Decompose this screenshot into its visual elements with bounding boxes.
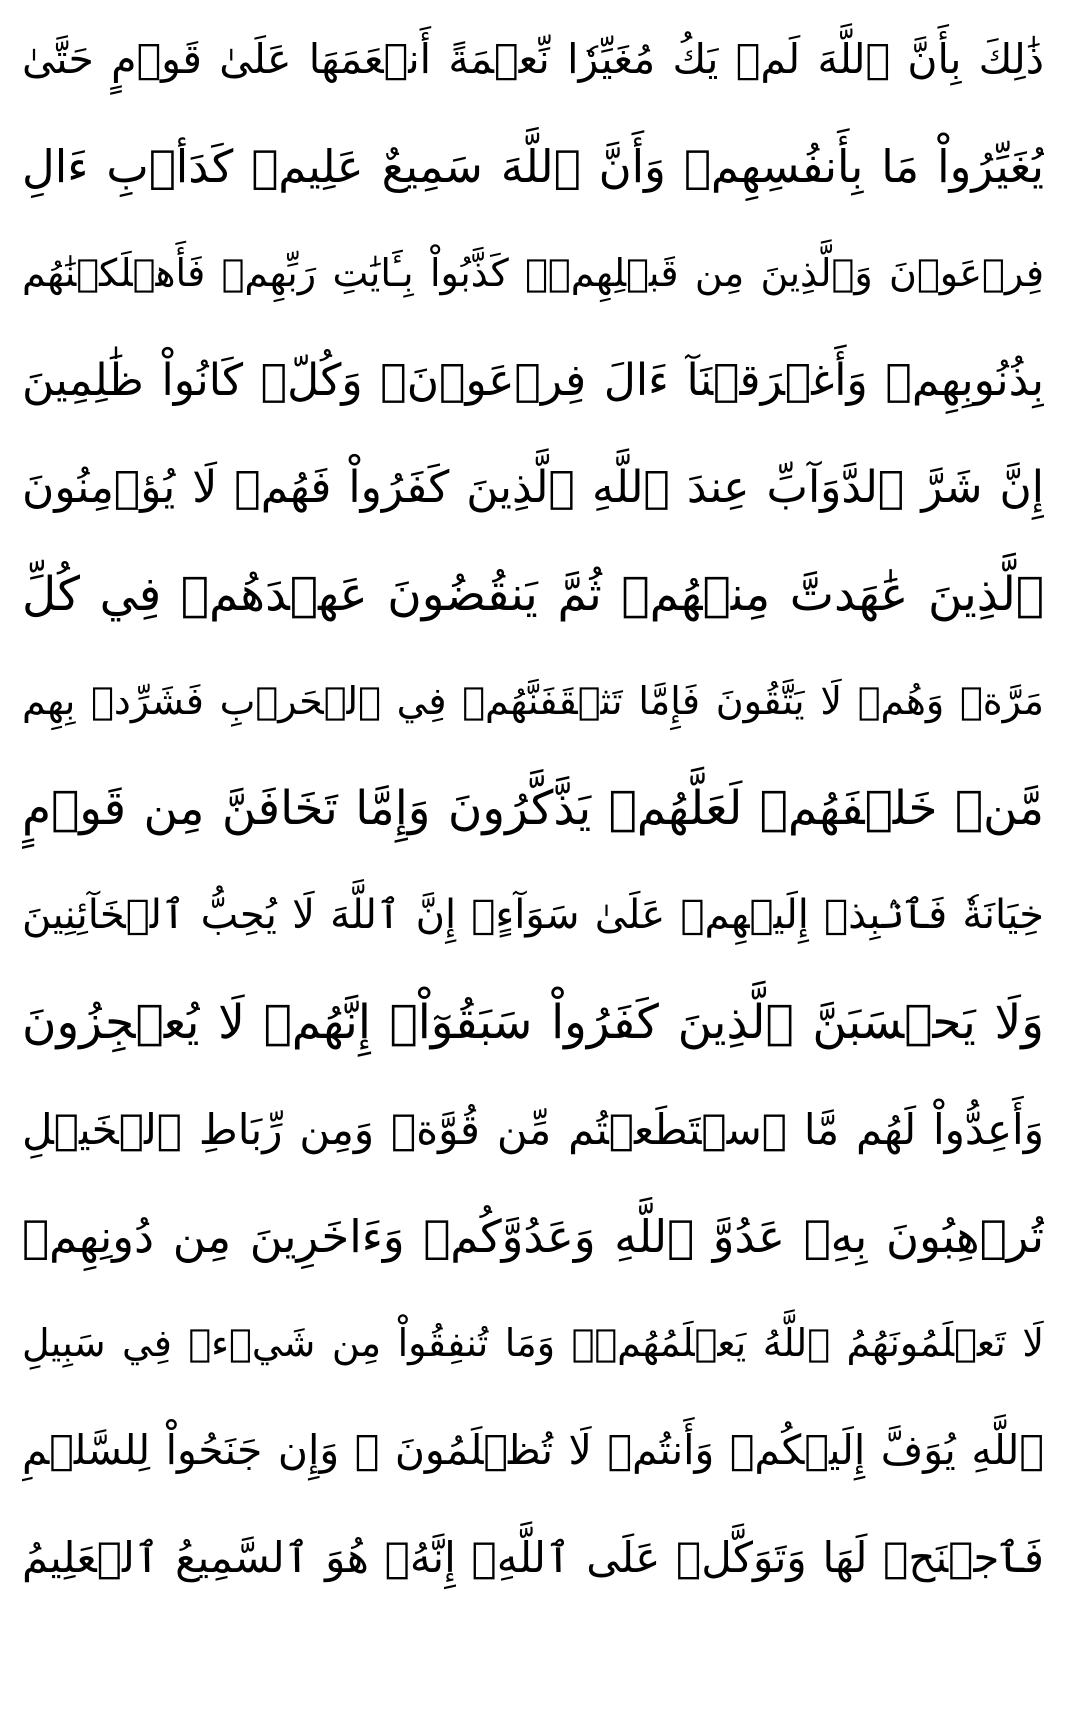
text-line-3: فِرۡعَوۡنَ وَٱلَّذِينَ مِن قَبۡلِهِمۡۚ كَذَّبُواْ بِـَٔايَٰتِ رَبِّهِمۡ فَأَهۡلَكۡنَٰهُم	[22, 251, 1044, 295]
text-line-15: فَٱجۡنَحۡ لَهَا وَتَوَكَّلۡ عَلَى ٱللَّهِۚ إِنَّهُۥ هُوَ ٱلسَّمِيعُ ٱلۡعَلِيمُ	[22, 1533, 1044, 1582]
text-line-13: لَا تَعۡلَمُونَهُمُ ٱللَّهُ يَعۡلَمُهُمۡۚ وَمَا تُنفِقُواْ مِن شَيۡءٖ فِي سَبِيلِ	[22, 1321, 1044, 1365]
text-line-8: مَّنۡ خَلۡفَهُمۡ لَعَلَّهُمۡ يَذَّكَّرُونَ وَإِمَّا تَخَافَنَّ مِن قَوۡمٍ	[22, 781, 1044, 836]
text-line-5: إِنَّ شَرَّ ٱلدَّوَآبِّ عِندَ ٱللَّهِ ٱلَّذِينَ كَفَرُواْ فَهُمۡ لَا يُؤۡمِنُونَ	[22, 462, 1044, 513]
text-line-1: ذَٰلِكَ بِأَنَّ ٱللَّهَ لَمۡ يَكُ مُغَيِّرٗا نِّعۡمَةً أَنۡعَمَهَا عَلَىٰ قَوۡمٍ حَتَّىٰ	[22, 35, 1044, 83]
text-line-9: خِيَانَةٗ فَٱنۢبِذۡ إِلَيۡهِمۡ عَلَىٰ سَوَآءٍۚ إِنَّ ٱللَّهَ لَا يُحِبُّ ٱلۡخَآئِنِينَ	[22, 892, 1044, 938]
text-line-12: تُرۡهِبُونَ بِهِۦ عَدُوَّ ٱللَّهِ وَعَدُوَّكُمۡ وَءَاخَرِينَ مِن دُونِهِمۡ	[22, 1210, 1044, 1263]
text-line-7: مَرَّةٖ وَهُمۡ لَا يَتَّقُونَ فَإِمَّا تَثۡقَفَنَّهُمۡ فِي ٱلۡحَرۡبِ فَشَرِّدۡ بِهِم	[22, 679, 1044, 723]
text-line-11: وَأَعِدُّواْ لَهُم مَّا ٱسۡتَطَعۡتُم مِّن قُوَّةٖ وَمِن رِّبَاطِ ٱلۡخَيۡلِ	[22, 1105, 1044, 1154]
text-line-6: ٱلَّذِينَ عَٰهَدتَّ مِنۡهُمۡ ثُمَّ يَنقُضُونَ عَهۡدَهُمۡ فِي كُلِّ	[22, 567, 1044, 622]
text-line-14: ٱللَّهِ يُوَفَّ إِلَيۡكُمۡ وَأَنتُمۡ لَا تُظۡلَمُونَ ۞ وَإِن جَنَحُواْ لِلسَّلۡمِ	[22, 1426, 1044, 1474]
text-line-4: بِذُنُوبِهِمۡ وَأَغۡرَقۡنَآ ءَالَ فِرۡعَوۡنَۚ وَكُلّٞ كَانُواْ ظَٰلِمِينَ	[22, 355, 1044, 406]
text-line-10: وَلَا يَحۡسَبَنَّ ٱلَّذِينَ كَفَرُواْ سَبَقُوٓاْۚ إِنَّهُمۡ لَا يُعۡجِزُونَ	[22, 995, 1044, 1050]
text-line-2: يُغَيِّرُواْ مَا بِأَنفُسِهِمۡ وَأَنَّ ٱللَّهَ سَمِيعٌ عَلِيمٞ كَدَأۡبِ ءَالِ	[22, 140, 1044, 193]
